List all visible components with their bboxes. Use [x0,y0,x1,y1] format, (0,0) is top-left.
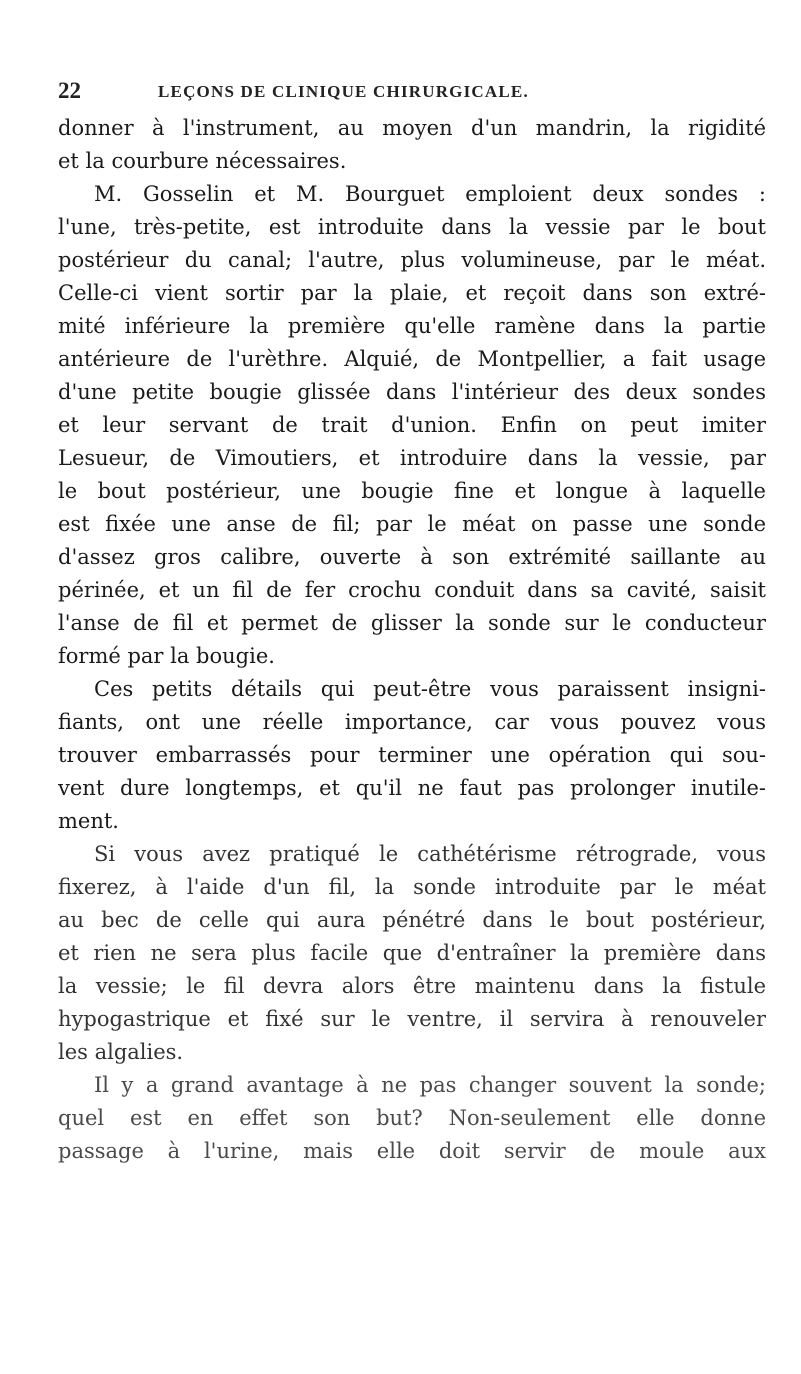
text-line: la vessie; le fil devra alors être maintenu dans la fistule [58,974,766,998]
text-line: formé par la bougie. [58,644,275,668]
text-line: fixerez, à l'aide d'un fil, la sonde introduite par le méat [58,875,766,899]
text-line: les algalies. [58,1040,184,1064]
text-line: M. Gosselin et M. Bourguet emploient deux sondes : [94,182,766,206]
page-number: 22 [58,78,81,103]
text-line: et leur servant de trait d'union. Enfin on peut imiter [58,413,766,437]
text-line: passage à l'urine, mais elle doit servir de moule aux [58,1139,766,1163]
text-line: donner à l'instrument, au moyen d'un mandrin, la rigidité [58,116,766,140]
text-line: Lesueur, de Vimoutiers, et introduire dans la vessie, par [58,446,766,470]
text-line: Ces petits détails qui peut-être vous paraissent insigni- [94,677,766,701]
text-line: l'une, très-petite, est introduite dans la vessie par le bout [58,215,766,239]
text-line: Il y a grand avantage à ne pas changer souvent la sonde; [94,1073,766,1097]
text-line: d'une petite bougie glissée dans l'intérieur des deux sondes [58,380,766,404]
text-line: ment. [58,809,119,833]
text-line: postérieur du canal; l'autre, plus volumineuse, par le méat. [58,248,766,272]
body-text [58,112,766,1168]
text-line: Si vous avez pratiqué le cathétérisme rétrograde, vous [94,842,766,866]
text-line: trouver embarrassés pour terminer une opération qui sou- [58,743,766,767]
text-line: l'anse de fil et permet de glisser la sonde sur le conducteur [58,611,766,635]
text-line: et la courbure nécessaires. [58,149,347,173]
text-line: antérieure de l'urèthre. Alquié, de Montpellier, a fait usage [58,347,766,371]
text-line: d'assez gros calibre, ouverte à son extrémité saillante au [58,545,766,569]
running-title: LEÇONS DE CLINIQUE CHIRURGICALE. [158,82,529,101]
text-line: Celle-ci vient sortir par la plaie, et reçoit dans son extré- [58,281,766,305]
running-head [58,78,758,108]
text-line: au bec de celle qui aura pénétré dans le bout postérieur, [58,908,766,932]
text-line: est fixée une anse de fil; par le méat on passe une sonde [58,512,766,536]
text-line: vent dure longtemps, et qu'il ne faut pas prolonger inutile- [58,776,766,800]
text-line: le bout postérieur, une bougie fine et longue à laquelle [58,479,766,503]
text-line: hypogastrique et fixé sur le ventre, il servira à renouveler [58,1007,766,1031]
text-line: fiants, ont une réelle importance, car vous pouvez vous [58,710,766,734]
text-line: quel est en effet son but? Non-seulement elle donne [58,1106,766,1130]
text-line: et rien ne sera plus facile que d'entraîner la première dans [58,941,766,965]
text-line: périnée, et un fil de fer crochu conduit dans sa cavité, saisit [58,578,766,602]
text-line: mité inférieure la première qu'elle ramène dans la partie [58,314,766,338]
